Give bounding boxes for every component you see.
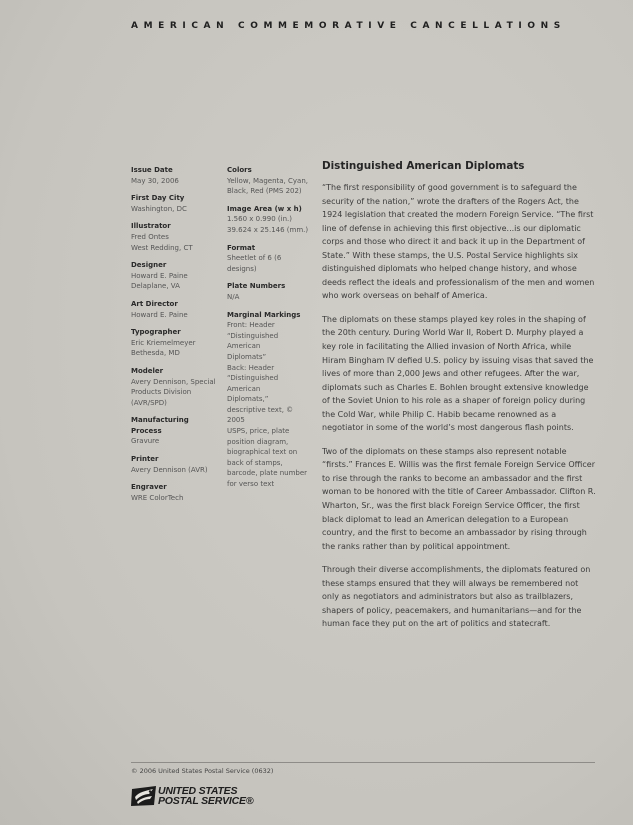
detail-label: Manufacturing Process: [131, 416, 189, 435]
detail-image-area: [227, 204, 313, 236]
detail-typographer: [131, 327, 217, 359]
detail-label: Designer: [131, 261, 167, 270]
detail-manufacturing-process: [131, 415, 217, 447]
detail-value: Gravure: [131, 437, 160, 446]
detail-value: Fred Ontes West Redding, CT: [131, 232, 193, 252]
detail-label: Illustrator: [131, 222, 171, 231]
detail-value: Howard E. Paine Delaplane, VA: [131, 271, 188, 291]
detail-first-day-city: [131, 193, 217, 214]
detail-value: Avery Dennison, Special Products Division (AVR/SPD): [131, 377, 216, 407]
detail-marginal-markings: [227, 310, 313, 490]
detail-modeler: [131, 366, 217, 408]
detail-value: Yellow, Magenta, Cyan, Black, Red (PMS 202): [227, 176, 308, 196]
copyright-notice: © 2006 United States Postal Service (0632): [131, 767, 274, 775]
details-left-column: [131, 165, 217, 510]
detail-label: Modeler: [131, 366, 164, 375]
detail-value: Howard E. Paine: [131, 310, 188, 319]
logo-line-2: POSTAL SERVICE®: [158, 795, 254, 807]
article: [322, 160, 596, 641]
detail-value: Avery Dennison (AVR): [131, 465, 208, 474]
usps-wordmark: [158, 786, 253, 806]
detail-designer: [131, 260, 217, 292]
detail-art-director: [131, 299, 217, 320]
detail-label: Art Director: [131, 299, 178, 308]
detail-label: First Day City: [131, 194, 185, 203]
detail-value: Sheetlet of 6 (6 designs): [227, 254, 282, 273]
detail-value: Washington, DC: [131, 204, 187, 213]
article-paragraph: “The first responsibility of good government is to safeguard the security of the nation,” wrote the drafters of the Rogers Act, the 1924 legislation that created the modern Foreign Service. “The first line of defense in achieving this first objective...is our diplomatic corps and those who direct it and back it up in the Department of State.” With these stamps, the U.S. Postal Service highlights six distinguished diplomats who helped change history, and whose deeds reflect the ideals and professionalism of the men and women who work overseas on behalf of America.: [322, 183, 595, 301]
detail-label: Engraver: [131, 483, 167, 492]
details-right-column: [227, 165, 313, 497]
detail-illustrator: [131, 221, 217, 253]
usps-logo: [131, 785, 271, 809]
eagle-icon: [131, 785, 157, 807]
detail-label: Issue Date: [131, 166, 173, 174]
article-paragraph: Through their diverse accomplishments, the diplomats featured on these stamps ensured that they will always be remembered not only as negotiators and administrators but also as trailblazers, shapers of policy, peacemakers, and humanitarians—and for the human face they put on the art of politics and statecraft.: [322, 565, 591, 629]
detail-value: N/A: [227, 292, 240, 301]
footer-divider: [131, 762, 595, 763]
detail-value: Eric Kriemelmeyer Bethesda, MD: [131, 338, 196, 358]
detail-value: May 30, 2006: [131, 176, 179, 185]
detail-value: Front: Header “Distinguished American Diplomats” Back: Header “Distinguished American Diplomats,” descriptive text, © 2005 USPS, price, plate position diagram, biographical text on back of stamps, barcode, plate number for verso text: [227, 321, 308, 489]
detail-label: Format: [227, 243, 256, 252]
detail-value: 1.560 x 0.990 (in.) 39.624 x 25.146 (mm.): [227, 215, 309, 234]
detail-format: [227, 243, 313, 275]
detail-colors: [227, 165, 313, 197]
detail-issue-date: [131, 165, 217, 186]
article-title: Distinguished American Diplomats: [322, 160, 525, 172]
detail-value: WRE ColorTech: [131, 493, 184, 502]
detail-label: Printer: [131, 455, 159, 464]
article-paragraph: The diplomats on these stamps played key roles in the shaping of the 20th century. During World War II, Robert D. Murphy played a key role in facilitating the Allied invasion of North Africa, while Hiram Bingham IV defied U.S. policy by issuing visas that saved the lives of more than 2,000 Jews and other refugees. After the war, diplomats such as Charles E. Bohlen brought extensive knowledge of the Soviet Union to his role as a shaper of foreign policy during the Cold War, while Philip C. Habib became renowned as a negotiator in some of the world’s most dangerous flash points.: [322, 314, 594, 433]
detail-plate-numbers: [227, 281, 313, 302]
detail-engraver: [131, 482, 217, 503]
detail-printer: [131, 454, 217, 475]
detail-label: Marginal Markings: [227, 310, 301, 319]
detail-label: Typographer: [131, 328, 181, 337]
detail-label: Plate Numbers: [227, 282, 286, 291]
series-title: AMERICAN COMMEMORATIVE CANCELLATIONS: [131, 21, 566, 31]
detail-label: Colors: [227, 166, 252, 174]
detail-label: Image Area (w x h): [227, 204, 302, 213]
logo-line-1: UNITED STATES: [158, 785, 238, 797]
article-paragraph: Two of the diplomats on these stamps also represent notable “firsts.” Frances E. Willis was the first female Foreign Service Officer to rise through the ranks to become an ambassador and the first woman to be honored with the title of Career Ambassador. Clifton R. Wharton, Sr., was the first black Foreign Service Officer, the first black diplomat to lead an American delegation to a European country, and the first to become an ambassador by rising through the ranks rather than by political appointment.: [322, 446, 596, 551]
